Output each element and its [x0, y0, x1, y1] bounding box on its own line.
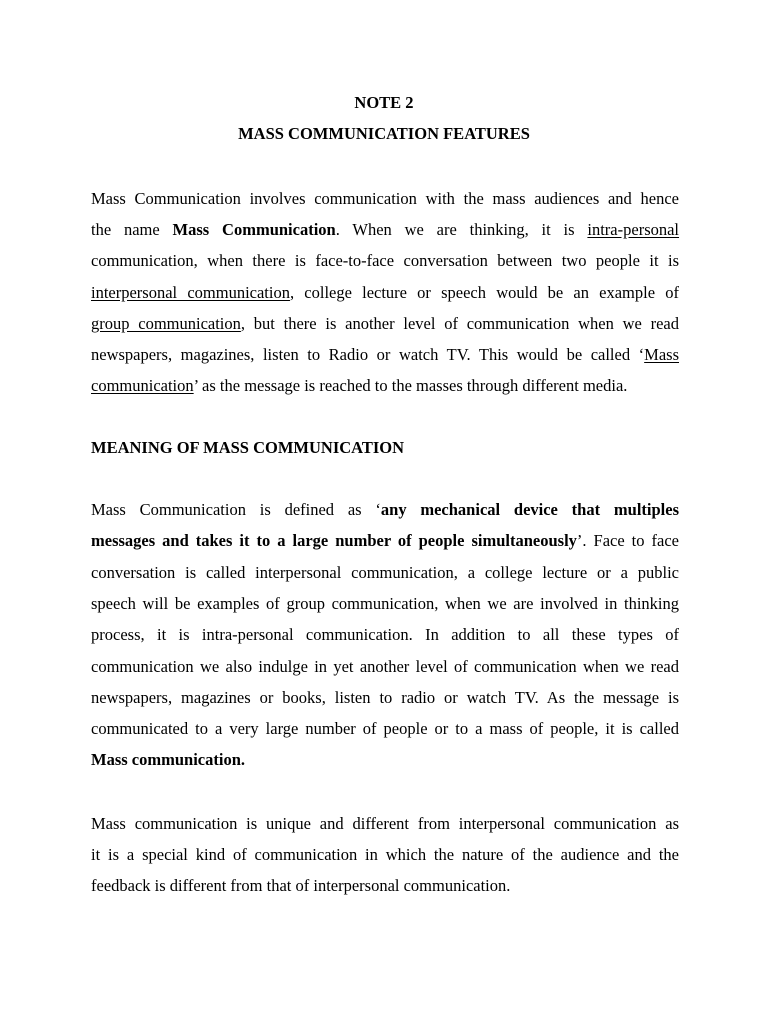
- document-title: MASS COMMUNICATION FEATURES: [238, 124, 530, 143]
- meaning-line-1: [91, 498, 679, 522]
- unique-line-1: Mass communication is unique and different from interpersonal communication as: [91, 814, 679, 833]
- meaning-line-6: communication we also indulge in yet another level of communication when we read: [91, 657, 679, 676]
- unique-line-2: it is a special kind of communication in which the nature of the audience and the: [91, 845, 679, 864]
- meaning-line-3: conversation is called interpersonal communication, a college lecture or a public: [91, 563, 679, 582]
- intro-line-3: communication, when there is face-to-face conversation between two people it is: [91, 251, 679, 270]
- meaning-text: Mass Communication is defined as ‘: [91, 500, 381, 519]
- intro-line-4: [91, 281, 679, 305]
- mass-communication-term: Mass Communication: [172, 220, 336, 239]
- note-label: NOTE 2: [354, 93, 414, 112]
- interpersonal-term: interpersonal communication: [91, 283, 290, 302]
- intra-personal-term: intra-personal: [587, 220, 680, 239]
- intro-line-7: [91, 374, 679, 398]
- meaning-line-4: speech will be examples of group communication, when we are involved in thinking: [91, 594, 679, 613]
- intro-text: the name: [91, 220, 173, 239]
- meaning-line-8: communicated to a very large number of people or to a mass of people, it is called: [91, 719, 679, 738]
- intro-line-5: [91, 312, 679, 336]
- meaning-line-2: [91, 529, 679, 553]
- intro-text: ’ as the message is reached to the masses through different media.: [193, 376, 628, 395]
- unique-line-3: feedback is different from that of interpersonal communication.: [91, 876, 511, 895]
- intro-text: , but there is another level of communication when we read: [240, 314, 679, 333]
- meaning-line-9: Mass communication.: [91, 750, 245, 769]
- intro-text: . When we are thinking, it is: [335, 220, 588, 239]
- intro-line-2: [91, 218, 679, 242]
- intro-text: newspapers, magazines, listen to Radio or watch TV. This would be called ‘: [91, 345, 645, 364]
- meaning-line-7: newspapers, magazines or books, listen to radio or watch TV. As the message is: [91, 688, 679, 707]
- communication-term: communication: [91, 376, 194, 395]
- definition-text: messages and takes it to a large number of people simultaneously: [91, 531, 577, 550]
- group-communication-term: group communication: [91, 314, 241, 333]
- mass-term: Mass: [644, 345, 679, 364]
- intro-text: , college lecture or speech would be an example of: [289, 283, 679, 302]
- meaning-text: ’. Face to face: [576, 531, 679, 550]
- meaning-heading: MEANING OF MASS COMMUNICATION: [91, 438, 405, 457]
- intro-line-6: [91, 343, 679, 367]
- intro-line-1: Mass Communication involves communication with the mass audiences and hence: [91, 189, 679, 208]
- definition-text: any mechanical device that multiples: [380, 500, 679, 519]
- meaning-line-5: process, it is intra-personal communication. In addition to all these types of: [91, 625, 679, 644]
